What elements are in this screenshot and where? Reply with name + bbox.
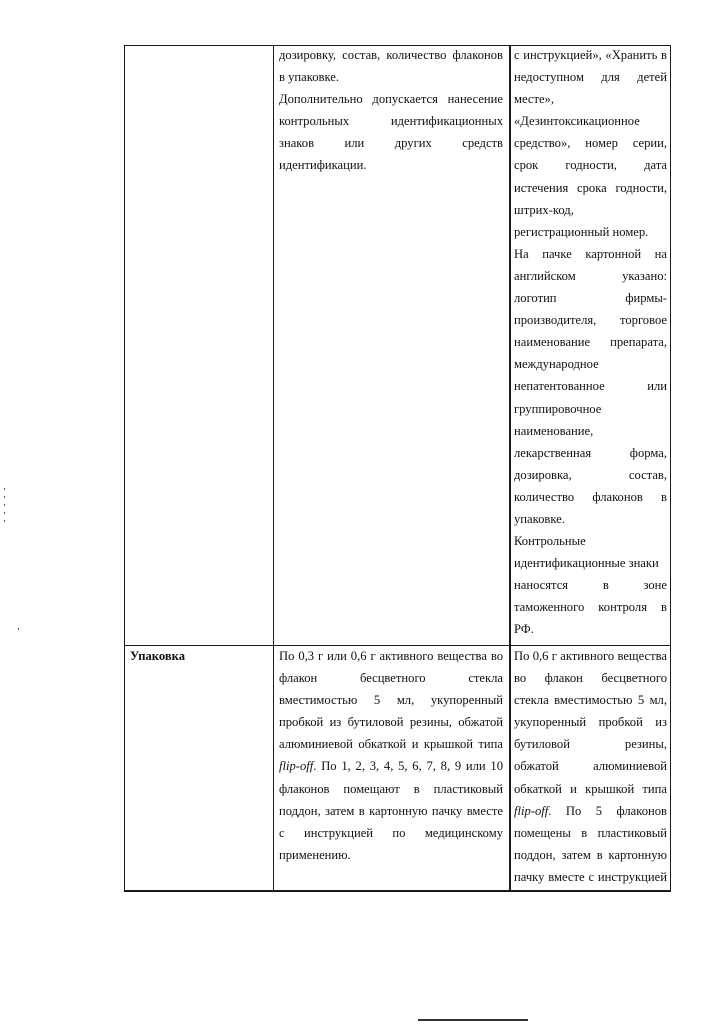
text-line: поддон, затем в картонную (514, 847, 667, 862)
text-line: группировочное (514, 401, 602, 416)
text-line: вместимостью 5 мл, укупоренный (279, 693, 503, 708)
text-line: поддон, затем в картонную пачку вместе (279, 803, 503, 818)
scan-edge-mark (418, 1019, 528, 1021)
text-line: обжатой алюминиевой (514, 759, 667, 774)
text-line: наносятся в зоне (514, 578, 667, 593)
text-line: помещены в пластиковый (514, 825, 667, 840)
text-line: обкаткой и крышкой типа (514, 781, 667, 796)
text-line: истечения срока годности, (514, 180, 667, 195)
text-line: английском указано: (514, 268, 667, 283)
row2-col2-text (279, 645, 503, 866)
text-fragment: . По 5 флаконов (548, 803, 667, 818)
text-line: флакон бесцветного стекла (279, 671, 503, 686)
text-line: регистрационный номер. (514, 224, 649, 239)
text-line: упаковке. (514, 511, 565, 526)
scan-artifact (4, 512, 5, 514)
scan-artifact (4, 488, 5, 490)
text-line: контрольных идентификационных (279, 114, 503, 129)
scan-artifact (4, 520, 5, 522)
text-line: «Дезинтоксикационное (514, 114, 640, 129)
text-line (279, 755, 503, 777)
text-fragment: . По 1, 2, 3, 4, 5, 6, 7, 8, 9 или 10 (313, 759, 503, 774)
text-line: идентификационные знаки (514, 556, 659, 571)
text-line: пробкой из бутиловой резины, обжатой (279, 715, 503, 730)
table-border-bottom (124, 890, 671, 892)
text-line: пачку вместе с инструкцией (514, 869, 667, 884)
table-divider-col1 (273, 45, 274, 891)
text-line: идентификации. (279, 158, 367, 173)
text-line: недоступном для детей (514, 70, 667, 85)
text-line: укупоренный пробкой из (514, 715, 667, 730)
text-line: с инструкцией», «Хранить в (514, 48, 667, 62)
scan-artifact (4, 504, 5, 506)
text-line: логотип фирмы- (514, 291, 667, 306)
row1-col3-text (514, 44, 667, 641)
text-line: с инструкцией по медицинскому (279, 825, 503, 840)
table-divider-col2 (509, 45, 511, 891)
text-line: алюминиевой обкаткой и крышкой типа (279, 737, 503, 752)
text-line: Контрольные (514, 534, 586, 549)
text-line: таможенного контроля в (514, 600, 667, 615)
text-line: в упаковке. (279, 70, 339, 85)
text-line: На пачке картонной на (514, 246, 667, 261)
text-line: знаков или других средств (279, 136, 503, 151)
text-line: наименование препарата, (514, 335, 667, 350)
table-border-right (670, 45, 671, 891)
text-line: По 0,3 г или 0,6 г активного вещества во (279, 649, 503, 663)
text-line: стекла вместимостью 5 мл, (514, 693, 667, 708)
row2-label: Упаковка (130, 649, 185, 663)
text-line: месте», (514, 92, 555, 107)
text-line: лекарственная форма, (514, 445, 667, 460)
text-line: По 0,6 г активного вещества (514, 649, 667, 663)
text-line: наименование, (514, 423, 594, 438)
text-line: применению. (279, 847, 351, 862)
text-line: флаконов помещают в пластиковый (279, 781, 503, 796)
flip-off-term: flip-off (514, 803, 549, 818)
text-line: дозировка, состав, (514, 467, 667, 482)
scan-artifact (18, 628, 19, 630)
text-line: дозировку, состав, количество флаконов (279, 48, 503, 62)
text-line: штрих-код, (514, 202, 574, 217)
text-line: РФ. (514, 622, 534, 637)
text-line: бутиловой резины, (514, 737, 667, 752)
text-line: международное (514, 357, 599, 372)
text-line: срок годности, дата (514, 158, 667, 173)
text-line: Дополнительно допускается нанесение (279, 92, 503, 107)
scan-artifact (4, 496, 5, 498)
text-line: количество флаконов в (514, 489, 667, 504)
text-line: средство», номер серии, (514, 136, 667, 151)
text-line: непатентованное или (514, 379, 667, 394)
text-line: производителя, торговое (514, 313, 667, 328)
flip-off-term: flip-off (279, 759, 314, 774)
row2-col3-text (514, 645, 667, 888)
text-line (514, 800, 667, 822)
row1-col2-text (279, 44, 503, 177)
text-line: во флакон бесцветного (514, 671, 667, 686)
table-border-left (124, 45, 125, 891)
